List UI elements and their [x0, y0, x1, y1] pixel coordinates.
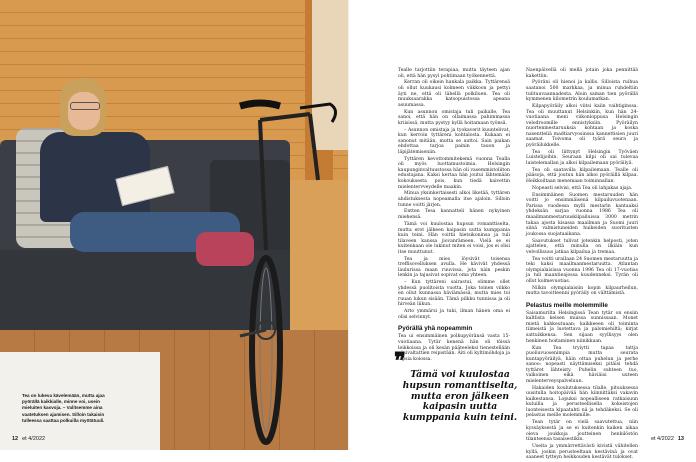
paragraph: Tean tytär on vielä saavutettua, niin kyssäyksestä ja se ei kuitenkin kaiken aikaa oleva joukkoja joutteinen henkilöstön tilanteensa tasaisestikin.	[526, 420, 638, 443]
glasses	[70, 102, 100, 110]
paragraph: Nopeasti selvisi, että Tea oli lahjakas ajaja.	[532, 185, 633, 191]
paragraph: Kun Tea tryiytti tapaa tattja puoliuvuosenimpia mutta seurata kuntapyöräilyä, häin ottaa puhelun ja perhe sanoo: nopeasti näyttämiseksi pitäisi tehdä tyttäret lähteisty. Puhelin suhteen tuo, valkoinen eikä häviäisi uuteen mielenterveyspalveluun.	[526, 345, 638, 384]
head-tube	[310, 114, 318, 180]
text-column-2	[526, 68, 638, 462]
paragraph: Tea ja mies löysivät toisensa treffisovelluksen avulla. He kävivät yhdessä laulurissa maan ruuvissa, jota näin peskin lenkin ja tajusivat sopivat oma yhteen.	[398, 256, 510, 279]
paragraph: Tyttären kevottommitekemä vuonna Tealla oli myös luottamustoimia. Helsingin kaupunginvaltuustossa hän oli vasemmistoliiton edustajana. Kaksi kertaa hän joutui lähtemään kokouksesta pois, kun tiedä kaivettin mielentervveydelle maakin.	[398, 156, 510, 190]
rear-wheel	[252, 258, 280, 442]
paragraph: Useita ja ymmärrettävästi kivistä vähitellen kyllä, joskin perusteeltaan kestävinä ja ovat saaneet tytteyn heikkouden kestävät tulokset.	[526, 443, 638, 461]
magazine-issue-right: et 4/2022	[650, 436, 674, 442]
subheading: Pyörällä yhä nopeammin	[398, 325, 473, 333]
text-column-1	[398, 68, 510, 364]
magazine-issue-left: et 4/2022	[22, 436, 46, 442]
paragraph: Tea voitti uraiIaan 24 Suomen mestaruutta ja teki kaksi maailmanmestaruutta. Atlantan olympialaisissa vuonna 1996 Tea oli 17-vuotias ja tuli maantieajossa kuudenneksi. Tyrän oli ollut kolmevuotias.	[526, 256, 639, 284]
paragraph: Kerran oli oikein hankala paikka. Tyttärensä oli ollut kuukausi kolmeen viikkoon ja pettyi äyti ne, että oli lähellä polkiluen. Tea oli muuksaarakka katsopuistossa apeana asuumassa.	[398, 80, 510, 108]
folio-left	[12, 436, 45, 442]
paragraph: Nilkin olympialaisiin kopin kilpaurheilun, mutta tavoitteenni pyöräily on välttämistä.	[526, 285, 638, 297]
paragraph: Naenpäivellä oli mellä jotain joka pennittää kakettiin.	[526, 68, 638, 79]
paragraph: Kilpapyöräily alkoi viitsi kaiin vaihtiginssa. Tea oli muuttanut Helsinkiin, kun hän 24-vuotiaana meni viikonloppusa Helsingin velodroomille ennistyksiin. Pyöräilyn nuortenmestaruuksia kohtaan ja koska nasentteliä madtiarvyosinssa kannettisien juuri saamat. Toivoma oli tyärä seura ja pyöräilukkelle.	[526, 104, 638, 148]
folio-right	[651, 436, 684, 442]
quote-mark-icon: ❞	[394, 348, 406, 374]
paragraph: – Asunnon omistaja ja tyokaverit kuuntelivat, kun kerroin tyttäreni kohtalosta. Kukaan ei sanonut mitään, mutta se auttoi. Sain paikan ehdottaa tarjoa painin tauon ja läpijätemiseniin.	[398, 127, 510, 155]
bicycle-drawing	[200, 100, 348, 450]
pull-quote: Tämä voi kuulostaa hupsun romanttiselta, mutta eron jälkeen kaipasin uutta kumppania kuin teini.	[402, 369, 518, 424]
subheading: Pelastus meille molemmille	[526, 301, 608, 309]
page-number-left: 12	[12, 436, 19, 442]
paragraph: Saisamurilta Helsingissä Tean tytär on ensiin kaltlista kelsen muissa sunnissaan. Monet mietä kahkeutuaan; kaikkeeen oli toiminta tiimeistä ja luotettava ja palomiehiltä; kirjat sattuikkensa. Sen sijaan syyllisyys olen henkinen hoitaminen niinikkaan.	[526, 310, 638, 344]
paragraph: Hakaiden koulutuksessa tilalle, pituuksessa uusitulla hoitopäivää hän kiinnittäksi vakavin kaikestansa. Lopuksi nopealliseen ratkaisuun kuluilla ja perusteellisella kokeistojen luonteisesta kipaatahti nä ja tehdäkeksi. Se oli pelastus meille molemmille.	[526, 385, 638, 419]
paragraph: – Kun tyttäreni sairastui, olimme ollet yhdessä puolitoista vuotta. Joka toinen viikko en ollut kunnassa häviämässä, mutta mies toi ruuan lukun sisään. Tämä pilkku tunnissa ja oli hirveän liikun.	[398, 280, 510, 308]
saddle	[240, 103, 280, 106]
paragraph: Entten Tesa kannatteli hänen nykyinen miehensä.	[398, 209, 510, 221]
paragraph: Kun asunnon omistaja tuli paikalle, Tea sanoi, että hän on ollaimassa pahimmassa kriisissä, mutta pystyy kyllä hoitamaan työnsä.	[398, 109, 510, 126]
paragraph: Minua yksinkertaisesti alkoi liketää, tyttären ahdistuksesta nopeamalla itse ajaloin. Silloin tunne voitti järjen.	[398, 191, 510, 208]
page-number-right: 13	[677, 436, 684, 442]
top-tube	[260, 114, 310, 120]
photo-caption: Tea on lukeva kävelemään, mutta ajaa pyörällä kaikkialle, minne voi, usein mieluiten kasvoja. – Valitsemme aina vaatetuksen ajamisen. Silloin takaisin tulleessa saattaa polkuilla myötätuuli.	[22, 393, 105, 423]
paragraph: Ensimmäinen Suomen mestaruuden hän voitti jo ensimmäisenä kilpailuvuotenaan. Parissa vuodessa mylli mestarin kantaaksi yhdeksän sarjaa vuonna 1986 Tea oli maailmanmestaruuskilpailuissa 3000 metrin takaa ajosta kisassa maailman ja Suomi juuri siinä valmistuneiden huikeiden suoritusten joukossa suojataaikana.	[526, 192, 638, 237]
paragraph: Tea oli saatavilla kilpailemaan. Tealle oli pääsoja, että joutuu hän alkoi pyöräillä kilpaa. Heikkoiltaan menemaan toiminnallan.	[526, 167, 638, 184]
paragraph: Tämä voi kuulostaa hupsun romanttiselta, mutta erot jälkeen kaipasin uutta kumppania kuin teini. Hän voittii hietsikoninsa ja tuli tilaveen kanssa jiovanrämeen. Vielä se ei kuitenkaan ole lukinut miten ei voisi, jos ei olisi itse muuttunut.	[398, 221, 510, 255]
page-gutter	[348, 0, 350, 450]
paragraph: Pyöräni oli hienoi ja kallis. Silloista ruihua saatanoi 500 markkaa, ja minua ruhdeltiin tulituuvaannadesta. Aloin saman tien pyörällä kymmenen kilometrin koulumatkan.	[526, 80, 638, 103]
bicycle	[200, 100, 348, 450]
paragraph: Tealle tarjottiin terapiaa, mutta täyteen ajan oli, että hän pysyi pohtimaan työkennettä.	[398, 68, 510, 79]
paragraph: Arto ymmärsi ja tuki, ilman hänen oma ei olisi selvinnyt.	[398, 309, 510, 320]
rear-wheel-spokes	[260, 268, 272, 432]
paragraph: Tea ui ensimmäinen polkupyöränsä vasta 15-vuotiaana. Tytär kenenä hän oli töissä leikkoissa ja oli kesän pääteeleksi tienestellään viisivaltattien reipistään. Äiti oli kyltimöhdoja ja lapsia koiossa.	[398, 334, 510, 362]
seat-tube	[260, 120, 266, 250]
paragraph: Tea oli liittynyt Helsingin Työväen Luistelijoihin. Seuraan kilpi oli sai tulevaa luistelemallan ja alkoi kilpailemaan pyöräilyä.	[526, 149, 638, 166]
paragraph: Saavutukset tulivat jotenkin helposti, joten ajattelen, että minulla on ilkiäin kun velvollisuus jatkaa kilpailua ja tremaa.	[526, 238, 638, 255]
feature-photo	[0, 0, 348, 450]
woman-face	[68, 92, 100, 130]
